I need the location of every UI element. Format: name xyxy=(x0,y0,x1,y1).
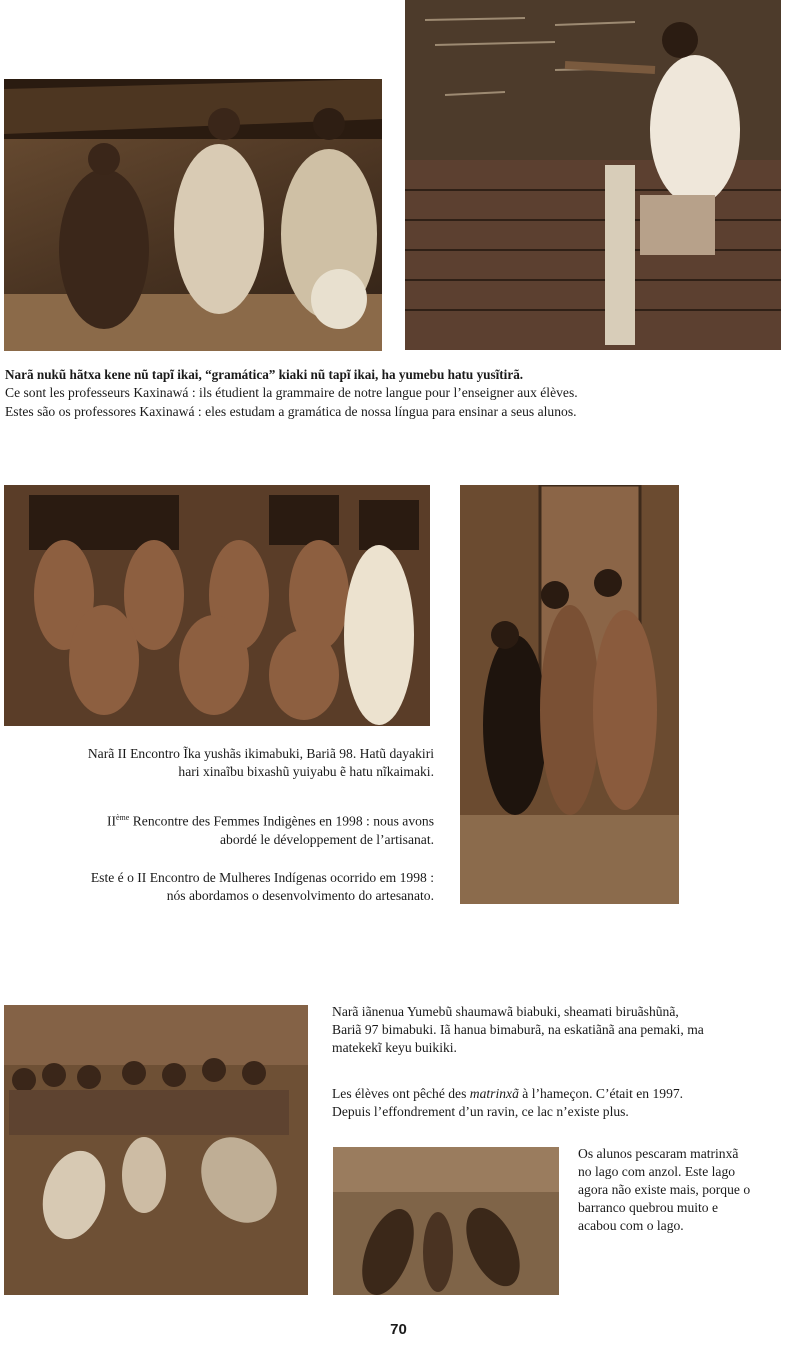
caption-teachers-french: Ce sont les professeurs Kaxinawá : ils étudient la grammaire de notre langue pour l’enseigner aux élèves. xyxy=(5,385,578,400)
caption-fish-kaxinawa xyxy=(332,1003,797,1057)
caption-fish-french-italic: matrinxã xyxy=(469,1086,519,1101)
caption-fish-portuguese-line3: agora não existe mais, porque o xyxy=(578,1182,751,1197)
caption-fish-portuguese-line4: barranco quebrou muito e xyxy=(578,1200,719,1215)
caption-fish-kaxinawa-line2: Bariã 97 bimabuki. Iã hanua bimaburã, na eskatiãnã ana pemaki, ma xyxy=(332,1022,704,1037)
caption-fish-portuguese xyxy=(578,1145,796,1235)
photo-women-standing xyxy=(460,485,679,904)
caption-teachers-portuguese: Estes são os professores Kaxinawá : eles estudam a gramática de nossa língua para ensinar a seus alunos. xyxy=(5,404,577,419)
caption-fish-portuguese-line2: no lago com anzol. Este lago xyxy=(578,1164,736,1179)
caption-women-portuguese xyxy=(10,869,434,905)
caption-fish-french-pre: Les élèves ont pêché des xyxy=(332,1086,470,1101)
caption-fish-portuguese-line5: acabou com o lago. xyxy=(578,1218,684,1233)
photo-teachers-seated xyxy=(4,79,382,351)
caption-teachers-kaxinawa: Narã nukũ hãtxa kene nũ tapĩ ikai, “gramática” kiaki nũ tapĩ ikai, ha yumebu hatu yusĩtirã. xyxy=(5,367,524,382)
caption-women-kaxinawa-line2: hari xinaĩbu bixashũ yuiyabu ẽ hatu nĩkaimaki. xyxy=(178,764,434,779)
caption-women-portuguese-line2: nós abordamos o desenvolvimento do artesanato. xyxy=(166,888,434,903)
caption-fish-french-line2: Depuis l’effondrement d’un ravin, ce lac n’existe plus. xyxy=(332,1104,629,1119)
photo-children-fish xyxy=(4,1005,308,1295)
page-number: 70 xyxy=(390,1321,407,1338)
caption-fish-french-post: à l’hameçon. C’était en 1997. xyxy=(518,1086,684,1101)
caption-fish-french xyxy=(332,1085,797,1121)
caption-women-french xyxy=(10,809,434,849)
caption-women-french-line2: abordé le développement de l’artisanat. xyxy=(219,831,434,847)
caption-women-kaxinawa xyxy=(10,745,434,781)
photo-women-group xyxy=(4,485,430,726)
caption-women-kaxinawa-line1: Narã II Encontro Ĩka yushãs ikimabuki, Bariã 98. Hatũ dayakiri xyxy=(87,746,434,761)
caption-women-french-line1: Rencontre des Femmes Indigènes en 1998 : nous avons xyxy=(129,813,434,829)
caption-fish-portuguese-line1: Os alunos pescaram matrinxã xyxy=(578,1146,739,1161)
photo-teacher-chalkboard xyxy=(405,0,781,350)
caption-women-portuguese-line1: Este é o II Encontro de Mulheres Indígenas ocorrido em 1998 : xyxy=(90,870,434,885)
caption-women-french-superscript: ème xyxy=(116,813,130,822)
caption-women-french-ordinal: II xyxy=(106,813,116,829)
photo-fish-ground xyxy=(333,1147,559,1295)
caption-fish-kaxinawa-line1: Narã iãnenua Yumebũ shaumawã biabuki, sheamati biruãshũnã, xyxy=(332,1004,679,1019)
caption-fish-kaxinawa-line3: matekekĩ keyu buikiki. xyxy=(332,1040,457,1055)
